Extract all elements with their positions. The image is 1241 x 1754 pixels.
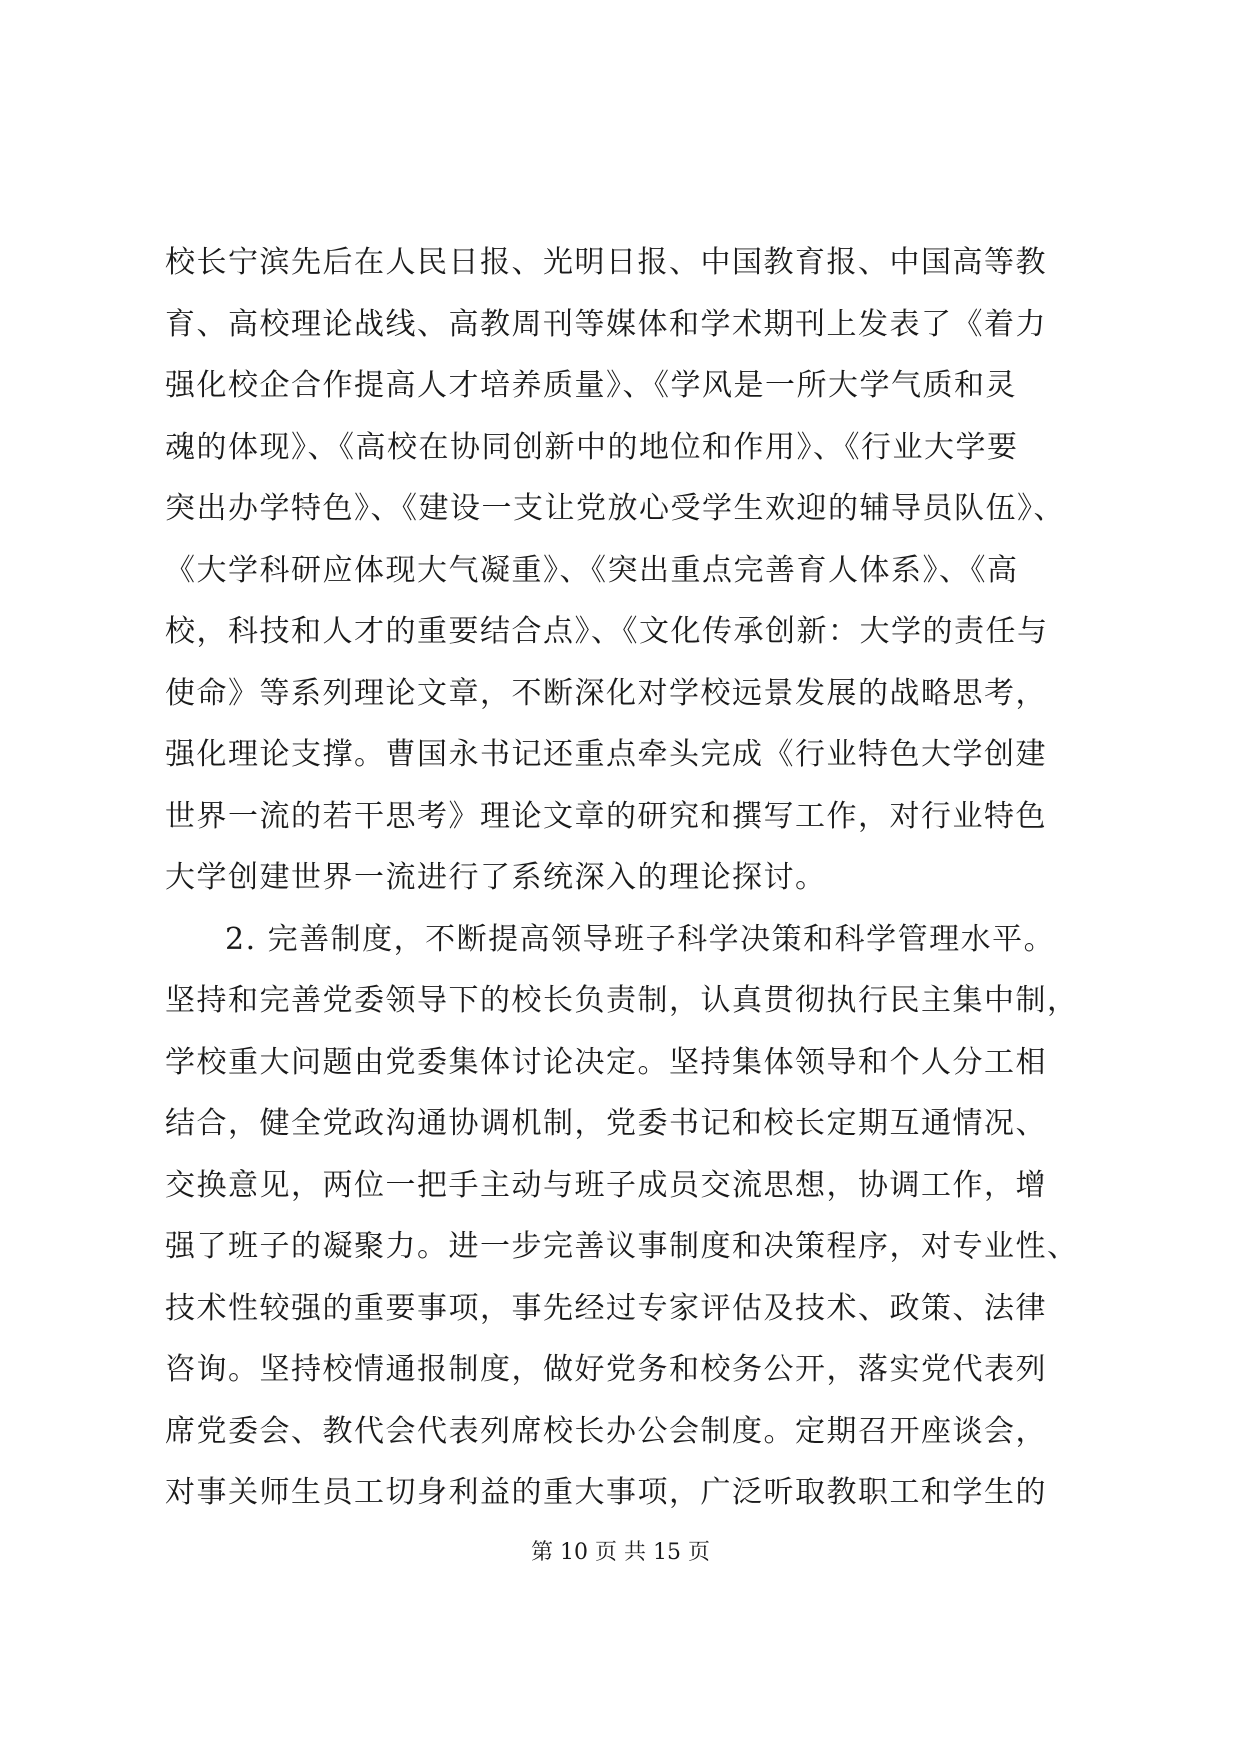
page-footer: 第 10 页 共 15 页 (531, 1540, 710, 1565)
text-line: 世界一流的若干思考》理论文章的研究和撰写工作，对行业特色 (165, 798, 1047, 834)
text-line: 魂的体现》、《高校在协同创新中的地位和作用》、《行业大学要 (165, 429, 1019, 465)
text-line: 坚持和完善党委领导下的校长负责制，认真贯彻执行民主集中制， (165, 983, 1079, 1018)
text-line: 结合，健全党政沟通协调机制，党委书记和校长定期互通情况、 (165, 1106, 1047, 1141)
text-line: 技术性较强的重要事项，事先经过专家评估及技术、政策、法律 (165, 1290, 1047, 1326)
text-line: 交换意见，两位一把手主动与班子成员交流思想，协调工作，增 (165, 1167, 1047, 1203)
text-line: 对事关师生员工切身利益的重大事项，广泛听取教职工和学生的 (165, 1475, 1047, 1510)
text-line: 席党委会、教代会代表列席校长办公会制度。定期召开座谈会， (165, 1413, 1047, 1449)
text-line: 校长宁滨先后在人民日报、光明日报、中国教育报、中国高等教 (165, 245, 1047, 280)
text-line: 强了班子的凝聚力。进一步完善议事制度和决策程序，对专业性、 (165, 1229, 1079, 1264)
text-line: 大学创建世界一流进行了系统深入的理论探讨。 (165, 860, 827, 895)
text-line: 突出办学特色》、《建设一支让党放心受学生欢迎的辅导员队伍》、 (165, 491, 1065, 526)
section-heading-line: 2. 完善制度，不断提高领导班子科学决策和科学管理水平。 (225, 921, 1056, 957)
text-line: 育、高校理论战线、高教周刊等媒体和学术期刊上发表了《着力 (165, 306, 1047, 342)
text-line: 使命》等系列理论文章，不断深化对学校远景发展的战略思考， (165, 675, 1047, 711)
text-line: 学校重大问题由党委集体讨论决定。坚持集体领导和个人分工相 (165, 1044, 1047, 1080)
text-line: 咨询。坚持校情通报制度，做好党务和校务公开，落实党代表列 (165, 1352, 1047, 1387)
body-text (165, 232, 1125, 1524)
text-line: 《大学科研应体现大气凝重》、《突出重点完善育人体系》、《高 (165, 552, 1019, 588)
text-line: 强化校企合作提高人才培养质量》、《学风是一所大学气质和灵 (165, 368, 1017, 403)
text-line: 强化理论支撑。曹国永书记还重点牵头完成《行业特色大学创建 (165, 737, 1047, 772)
text-line: 校，科技和人才的重要结合点》、《文化传承创新：大学的责任与 (165, 614, 1049, 649)
